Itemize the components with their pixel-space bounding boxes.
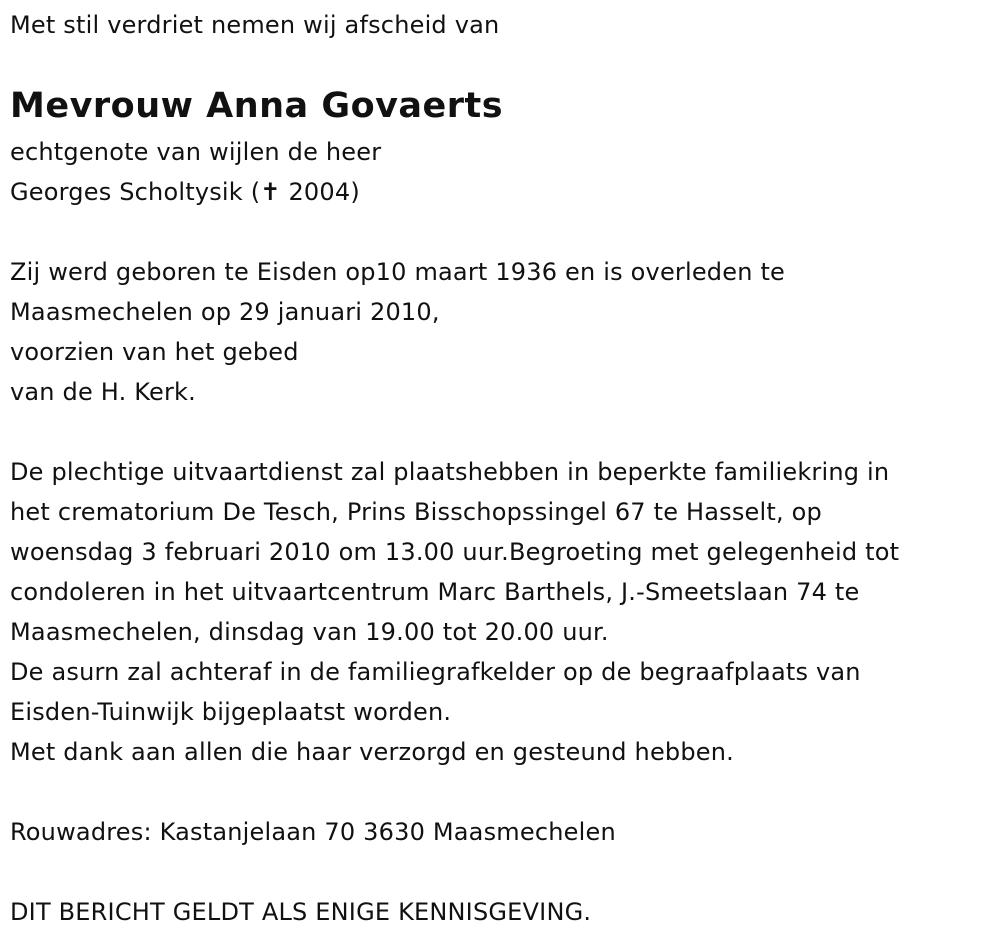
spouse-name: Georges Scholtysik (: [10, 178, 261, 206]
birth-death-line: Maasmechelen op 29 januari 2010,: [10, 298, 440, 326]
funeral-line: het crematorium De Tesch, Prins Bisschopssingel 67 te Hasselt, op: [10, 498, 822, 526]
mourning-address: Rouwadres: Kastanjelaan 70 3630 Maasmechelen: [10, 818, 616, 846]
spouse-line-1: echtgenote van wijlen de heer: [10, 138, 382, 166]
funeral-line: Maasmechelen, dinsdag van 19.00 tot 20.00 uur.: [10, 618, 609, 646]
funeral-line: Met dank aan allen die haar verzorgd en gesteund hebben.: [10, 738, 734, 766]
funeral-line: De asurn zal achteraf in de familiegrafkelder op de begraafplaats van: [10, 658, 861, 686]
cross-icon: ✝: [260, 178, 281, 206]
intro-text: Met stil verdriet nemen wij afscheid van: [10, 11, 500, 39]
funeral-line: De plechtige uitvaartdienst zal plaatshebben in beperkte familiekring in: [10, 458, 890, 486]
funeral-line: Eisden-Tuinwijk bijgeplaatst worden.: [10, 698, 452, 726]
spouse-line-2: [10, 172, 995, 212]
deceased-name: Mevrouw Anna Govaerts: [10, 86, 504, 126]
birth-death-line: Zij werd geboren te Eisden op10 maart 1936 en is overleden te: [10, 258, 786, 286]
spacer: [10, 412, 995, 452]
birth-death-line: van de H. Kerk.: [10, 378, 196, 406]
spouse-death-year: 2004): [288, 178, 360, 206]
closing-notice: DIT BERICHT GELDT ALS ENIGE KENNISGEVING.: [10, 898, 592, 926]
spacer: [10, 852, 995, 892]
death-notice: [10, 0, 995, 932]
spacer: [10, 772, 995, 812]
spacer: [10, 212, 995, 252]
birth-death-line: voorzien van het gebed: [10, 338, 299, 366]
funeral-line: woensdag 3 februari 2010 om 13.00 uur.Begroeting met gelegenheid tot: [10, 538, 900, 566]
funeral-line: condoleren in het uitvaartcentrum Marc Barthels, J.-Smeetslaan 74 te: [10, 578, 860, 606]
